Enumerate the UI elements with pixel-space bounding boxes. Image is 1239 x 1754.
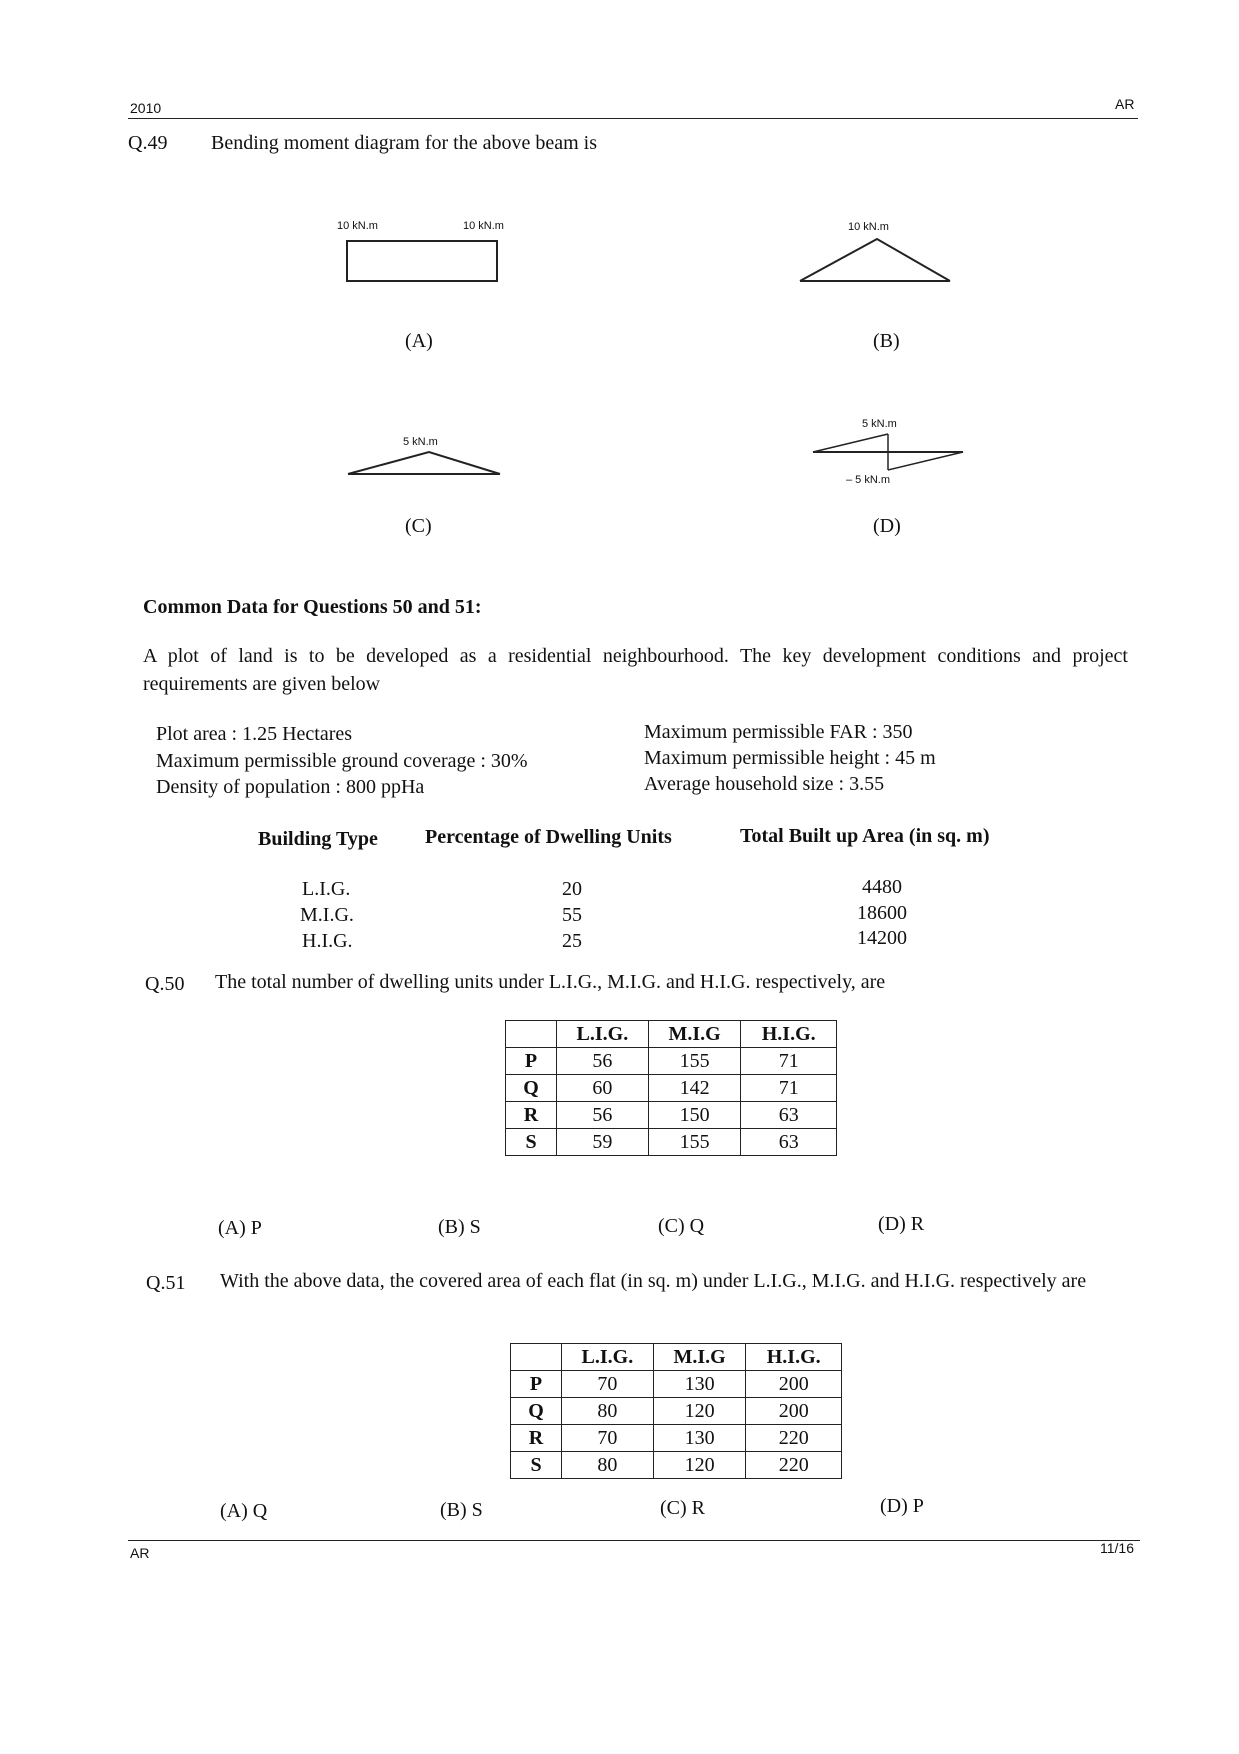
q51-option-a[interactable]: (A) Q: [220, 1500, 268, 1522]
cell: 155: [648, 1129, 741, 1156]
cell: 80: [562, 1398, 654, 1425]
bt-row-type: M.I.G.: [300, 904, 354, 926]
row-label: P: [506, 1048, 557, 1075]
condition-right-3: Average household size : 3.55: [644, 773, 885, 795]
row-label: S: [506, 1129, 557, 1156]
diagram-c-label: (C): [405, 515, 432, 537]
table-header-cell: M.I.G: [653, 1344, 746, 1371]
cell: 63: [741, 1129, 837, 1156]
condition-left-2: Maximum permissible ground coverage : 30%: [156, 750, 528, 772]
bt-header-type: Building Type: [258, 828, 378, 850]
table-row: [506, 1102, 837, 1129]
q51-option-b[interactable]: (B) S: [440, 1499, 483, 1521]
table-header-cell: M.I.G: [648, 1021, 741, 1048]
row-label: P: [511, 1371, 562, 1398]
bt-row-area: 18600: [857, 902, 907, 924]
bt-row-area: 14200: [857, 927, 907, 949]
bt-header-area: Total Built up Area (in sq. m): [740, 825, 990, 847]
diagram-b-peak-value: 10 kN.m: [848, 221, 889, 233]
cell: 56: [557, 1048, 649, 1075]
condition-left-1: Plot area : 1.25 Hectares: [156, 723, 353, 745]
row-label: S: [511, 1452, 562, 1479]
q51-option-d[interactable]: (D) P: [880, 1495, 924, 1517]
table-header-cell: L.I.G.: [557, 1021, 649, 1048]
cell: 80: [562, 1452, 654, 1479]
table-header-cell: H.I.G.: [741, 1021, 837, 1048]
cell: 71: [741, 1075, 837, 1102]
bt-row-percentage: 25: [562, 930, 582, 952]
q51-option-c[interactable]: (C) R: [660, 1497, 705, 1519]
diagram-d-top-value: 5 kN.m: [862, 418, 897, 430]
q50-text: The total number of dwelling units under L.I.G., M.I.G. and H.I.G. respectively, are: [215, 971, 886, 993]
footer-page: 11/16: [1100, 1540, 1134, 1556]
q49-text: Bending moment diagram for the above beam is: [211, 132, 598, 154]
row-label: Q: [506, 1075, 557, 1102]
diagram-a-left-value: 10 kN.m: [337, 220, 378, 232]
diagram-d-bottom-value: – 5 kN.m: [846, 474, 891, 486]
q50-option-c[interactable]: (C) Q: [658, 1215, 705, 1237]
q51-number: Q.51: [146, 1272, 186, 1294]
cell: 56: [557, 1102, 649, 1129]
table-row: [511, 1398, 842, 1425]
table-header-cell: L.I.G.: [562, 1344, 654, 1371]
diagram-b-label: (B): [873, 330, 900, 352]
diagram-c-triangle: [340, 448, 510, 478]
diagram-a-right-value: 10 kN.m: [463, 220, 504, 232]
diagram-d-label: (D): [873, 515, 901, 537]
row-label: Q: [511, 1398, 562, 1425]
cell: 200: [746, 1371, 842, 1398]
diagram-c-peak-value: 5 kN.m: [403, 436, 438, 448]
condition-right-1: Maximum permissible FAR : 350: [644, 721, 913, 743]
cell: 142: [648, 1075, 741, 1102]
bt-header-percentage: Percentage of Dwelling Units: [425, 826, 672, 848]
diagram-a-rectangle: [340, 236, 504, 286]
row-label: R: [511, 1425, 562, 1452]
table-row: [511, 1452, 842, 1479]
condition-right-2: Maximum permissible height : 45 m: [644, 747, 936, 769]
table-row: [506, 1075, 837, 1102]
diagram-a-label: (A): [405, 330, 433, 352]
table-header-cell: [506, 1021, 557, 1048]
cell: 155: [648, 1048, 741, 1075]
bt-row-percentage: 55: [562, 904, 582, 926]
cell: 59: [557, 1129, 649, 1156]
q50-option-b[interactable]: (B) S: [438, 1216, 481, 1238]
table-header-cell: H.I.G.: [746, 1344, 842, 1371]
table-header-cell: [511, 1344, 562, 1371]
bt-row-area: 4480: [862, 876, 902, 898]
q50-number: Q.50: [145, 973, 185, 995]
cell: 70: [562, 1371, 654, 1398]
header-code: AR: [1115, 96, 1135, 112]
header-year: 2010: [130, 100, 162, 116]
cell: 60: [557, 1075, 649, 1102]
cell: 130: [653, 1425, 746, 1452]
q51-text: With the above data, the covered area of each flat (in sq. m) under L.I.G., M.I.G. and H.I.G. respectively are: [220, 1270, 1087, 1292]
table-row: [506, 1129, 837, 1156]
cell: 220: [746, 1425, 842, 1452]
q50-option-a[interactable]: (A) P: [218, 1217, 262, 1239]
cell: 130: [653, 1371, 746, 1398]
q50-table: [505, 1020, 837, 1156]
cell: 71: [741, 1048, 837, 1075]
condition-left-3: Density of population : 800 ppHa: [156, 776, 425, 798]
cell: 200: [746, 1398, 842, 1425]
q49-number: Q.49: [128, 132, 168, 154]
cell: 70: [562, 1425, 654, 1452]
bt-row-percentage: 20: [562, 878, 582, 900]
diagram-b-triangle: [790, 236, 960, 286]
header-rule: [128, 118, 1138, 119]
cell: 150: [648, 1102, 741, 1129]
table-row: [511, 1425, 842, 1452]
bt-row-type: L.I.G.: [302, 878, 351, 900]
diagram-d-antisymmetric: [805, 430, 975, 476]
row-label: R: [506, 1102, 557, 1129]
common-heading: Common Data for Questions 50 and 51:: [143, 596, 482, 618]
table-row: [506, 1048, 837, 1075]
cell: 120: [653, 1452, 746, 1479]
cell: 120: [653, 1398, 746, 1425]
cell: 63: [741, 1102, 837, 1129]
table-row: [511, 1371, 842, 1398]
cell: 220: [746, 1452, 842, 1479]
footer-code: AR: [130, 1545, 150, 1561]
q50-option-d[interactable]: (D) R: [878, 1213, 925, 1235]
bt-row-type: H.I.G.: [302, 930, 353, 952]
footer-rule: [128, 1540, 1140, 1541]
q51-table: [510, 1343, 842, 1479]
common-intro: A plot of land is to be developed as a residential neighbourhood. The key development conditions and project requirements are given below: [143, 645, 1128, 695]
